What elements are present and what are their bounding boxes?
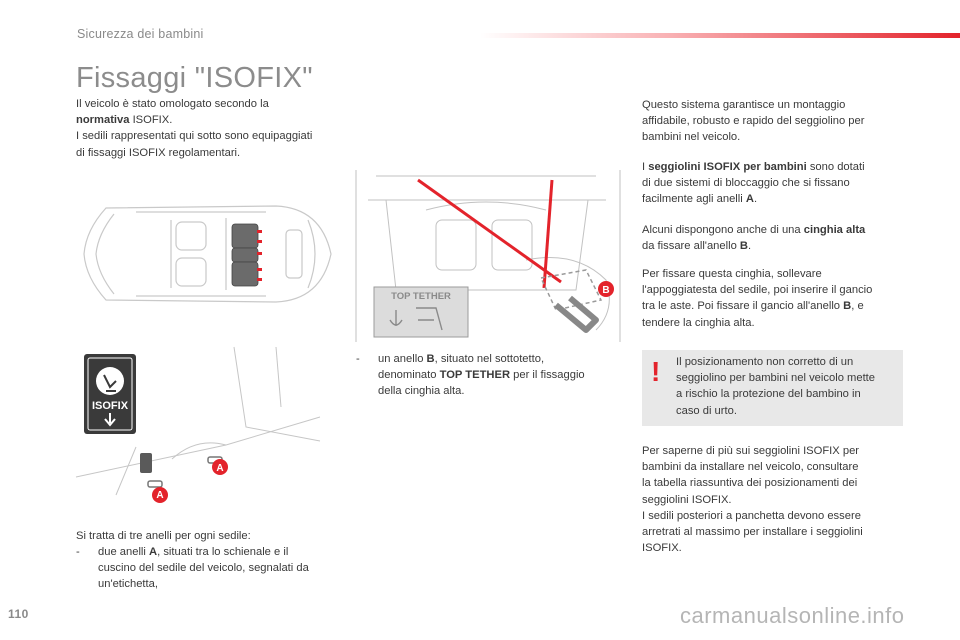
bold-term: cinghia alta [803,224,866,236]
ring-ref-a: A [149,546,158,558]
ring-ref-b: B [739,240,749,253]
text-line: caso di urto. [676,404,737,417]
ring-a-label: A [216,463,224,474]
watermark: carmanualsonline.info [680,603,905,628]
right-paragraph-3 [642,222,904,254]
bold-term: seggiolini ISOFIX per bambini [648,161,807,173]
text-line: Si tratta di tre anelli per ogni sedile: [76,530,251,542]
text-span: da fissare all'anello [642,240,740,253]
text-span: facilmente agli anelli [642,193,746,206]
text-span: I [642,161,649,173]
page-title: Fissaggi "ISOFIX" [76,62,313,94]
list-item-body [378,351,585,400]
header-accent-line [480,33,960,38]
text-line [642,298,904,314]
text-span: . [753,193,758,206]
ring-ref-a: A [745,193,754,206]
bottom-left-text [76,528,344,544]
text-line: bambini da installare nel veicolo, consultare [642,461,859,474]
seat-rings-illustration [76,347,320,501]
ring-ref-b: B [426,353,435,365]
text-line: Questo sistema garantisce un montaggio [642,99,846,111]
text-line [98,544,309,560]
top-tether-label: TOP TETHER [391,291,451,302]
text-line: la tabella riassuntiva dei posizionamenti dei [642,477,858,490]
text-line: tendere la cinghia alta. [642,316,755,329]
text-line [642,159,904,175]
text-span: , situati tra lo schienale e il [157,546,289,558]
text-line: Il posizionamento non corretto di un [676,356,854,368]
page-number: 110 [8,607,29,621]
text-line: I sedili posteriori a panchetta devono essere [642,509,861,522]
text-span: tra le aste. Poi fissare il gancio all'anello [642,300,844,313]
list-item-rings-a [76,544,344,596]
intro-line: I sedili rappresentati qui sotto sono equipaggiati [76,130,313,143]
text-line: ISOFIX. [642,542,682,555]
top-tether-term: TOP TETHER [439,369,511,382]
text-span: . [748,240,752,253]
right-paragraph-1 [642,97,904,146]
list-item-body [98,544,309,593]
intro-line: di fissaggi ISOFIX regolamentari. [76,146,241,159]
text-line: affidabile, robusto e rapido del seggiolino per [642,115,865,128]
ring-a-label: A [156,490,164,501]
car-top-view-illustration [76,190,338,318]
text-line: seggiolino per bambini nel veicolo mette [676,372,876,385]
list-item-ring-b [356,351,626,403]
right-paragraph-2 [642,159,904,208]
text-span: , e [851,300,864,313]
intro-line: Il veicolo è stato omologato secondo la [76,98,269,110]
text-line: di due sistemi di bloccaggio che si fissano [642,177,850,190]
intro-bold: normativa [76,114,130,127]
text-line [642,238,904,254]
text-line [642,222,904,238]
text-line: un'etichetta, [98,578,158,591]
text-span: denominato [378,369,440,382]
text-line: arretrati al massimo per installare i seggiolini [642,526,863,539]
warning-icon: ! [651,356,661,387]
text-line: a rischio la protezione del bambino in [676,388,861,401]
warning-box [642,350,903,426]
text-span: Alcuni dispongono anche di una [642,224,804,236]
text-span: per il fissaggio [510,369,585,382]
text-span: , situato nel sottotetto, [434,353,545,365]
intro-paragraph [76,96,344,161]
list-dash: - [76,546,80,558]
rear-interior-illustration [356,170,620,342]
text-line: l'appoggiatesta del sedile, poi inserire il gancio [642,284,873,297]
right-paragraph-6 [642,443,904,556]
text-line: seggiolini ISOFIX. [642,493,732,506]
section-title: Sicurezza dei bambini [77,27,204,41]
text-line [378,351,585,367]
intro-text: ISOFIX. [129,114,173,127]
list-dash: - [356,353,360,365]
text-line [642,191,904,207]
warning-text [676,354,901,419]
text-line [378,367,585,383]
isofix-badge-text: ISOFIX [91,400,129,412]
text-line: bambini nel veicolo. [642,131,741,144]
text-line: della cinghia alta. [378,385,465,398]
text-span: sono dotati [806,161,865,173]
text-span: un anello [378,353,427,365]
ring-b-label: B [602,285,610,296]
text-span: due anelli [98,546,150,558]
right-paragraph-4 [642,266,904,331]
intro-line [76,112,344,128]
text-line: cuscino del sedile del veicolo, segnalati da [98,562,309,575]
ring-ref-b: B [843,300,852,313]
text-line: Per fissare questa cinghia, sollevare [642,268,822,280]
text-line: Per saperne di più sui seggiolini ISOFIX per [642,445,860,457]
